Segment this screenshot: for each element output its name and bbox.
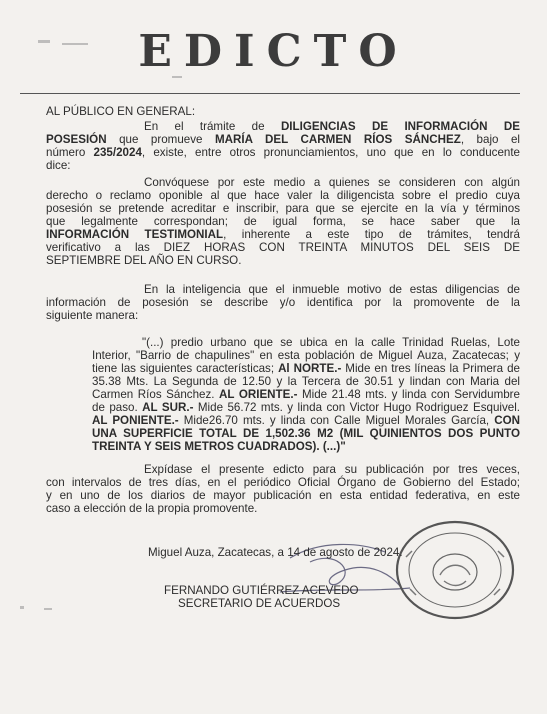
p5-line-3: y en uno de los diarios de mayor publicación en esta entidad federativa, en este bbox=[46, 489, 520, 502]
signer-name: FERNANDO GUTIÉRREZ ACEVEDO bbox=[164, 584, 359, 597]
document-title: EDICTO bbox=[138, 26, 409, 77]
title-divider bbox=[20, 93, 520, 94]
scan-mark bbox=[44, 608, 52, 610]
p1-line-1: En el trámite de DILIGENCIAS DE INFORMACIÓN DE bbox=[144, 120, 520, 133]
signer-title: SECRETARIO DE ACUERDOS bbox=[178, 597, 341, 610]
p4-line-1: "(...) predio urbano que se ubica en la calle Trinidad Ruelas, Lote bbox=[142, 336, 520, 349]
p3-line-1: En la inteligencia que el inmueble motivo de estas diligencias de bbox=[144, 283, 520, 296]
p2-line-1: Convóquese por este medio a quienes se consideren con algún bbox=[144, 176, 520, 189]
p4-line-9: TREINTA Y SEIS METROS CUADRADOS). (...)" bbox=[92, 440, 346, 453]
p4-line-7: AL PONIENTE.- Mide26.70 mts. y linda con Calle Miguel Morales García, CON bbox=[92, 414, 520, 427]
court-seal bbox=[392, 517, 518, 623]
p4-line-8: UNA SUPERFICIE TOTAL DE 1,502.36 M2 (MIL QUINIENTOS DOS PUNTO bbox=[92, 427, 520, 440]
p5-line-1: Expídase el presente edicto para su publicación por tres veces, bbox=[144, 463, 520, 476]
p2-line-7: SEPTIEMBRE DEL AÑO EN CURSO. bbox=[46, 254, 242, 267]
p4-line-5: Carmen Ríos Sánchez. AL ORIENTE.- Mide 21.48 mts. y linda con Servidumbre bbox=[92, 388, 520, 401]
p4-line-3: tiene las siguientes características; Al NORTE.- Mide en tres líneas la Primera de bbox=[92, 362, 520, 375]
p2-line-6: verificativo a las DIEZ HORAS CON TREINTA MINUTOS DEL SEIS DE bbox=[46, 241, 520, 254]
p1-line-3: número 235/2024, existe, entre otros pronunciamientos, uno que en lo conducente bbox=[46, 146, 521, 159]
p2-line-5: INFORMACIÓN TESTIMONIAL, inherente a este tipo de trámites, tendrá bbox=[46, 228, 520, 241]
p3-line-2: información de posesión se describe y/o identifica por la promovente de la bbox=[46, 296, 520, 309]
greeting: AL PÚBLICO EN GENERAL: bbox=[46, 105, 196, 118]
scan-mark bbox=[20, 606, 24, 609]
p4-line-4: 35.38 Mts. La Segunda de 12.50 y la Tercera de 30.51 y lindan con Maria del bbox=[92, 375, 520, 388]
p2-line-3: posesión se pretende acreditar e inscribir, para que se ejercite en la vía y términos bbox=[46, 202, 520, 215]
p5-line-4: caso a elección de la propia promovente. bbox=[46, 502, 258, 515]
p5-line-2: con intervalos de tres días, en el periódico Oficial Órgano de Gobierno del Estado; bbox=[46, 476, 520, 489]
p1-line-4: dice: bbox=[46, 159, 71, 172]
p3-line-3: siguiente manera: bbox=[46, 309, 139, 322]
p2-line-4: que legalmente correspondan; de igual forma, se hace saber que la bbox=[46, 215, 520, 228]
p1-line-2: POSESIÓN que promueve MARÍA DEL CARMEN RÍOS SÁNCHEZ, bajo el bbox=[46, 133, 521, 146]
p4-line-6: de paso. AL SUR.- Mide 56.72 mts. y linda con Victor Hugo Rodriguez Esquivel. bbox=[92, 401, 521, 414]
p2-line-2: derecho o reclamo oponible al que hace valer la diligencista sobre el predio cuya bbox=[46, 189, 520, 202]
p4-line-2: Interior, "Barrio de chapulines" en esta población de Miguel Auza, Zacatecas; y bbox=[92, 349, 520, 362]
place-and-date: Miguel Auza, Zacatecas, a 14 de agosto de 2024. bbox=[148, 546, 403, 559]
